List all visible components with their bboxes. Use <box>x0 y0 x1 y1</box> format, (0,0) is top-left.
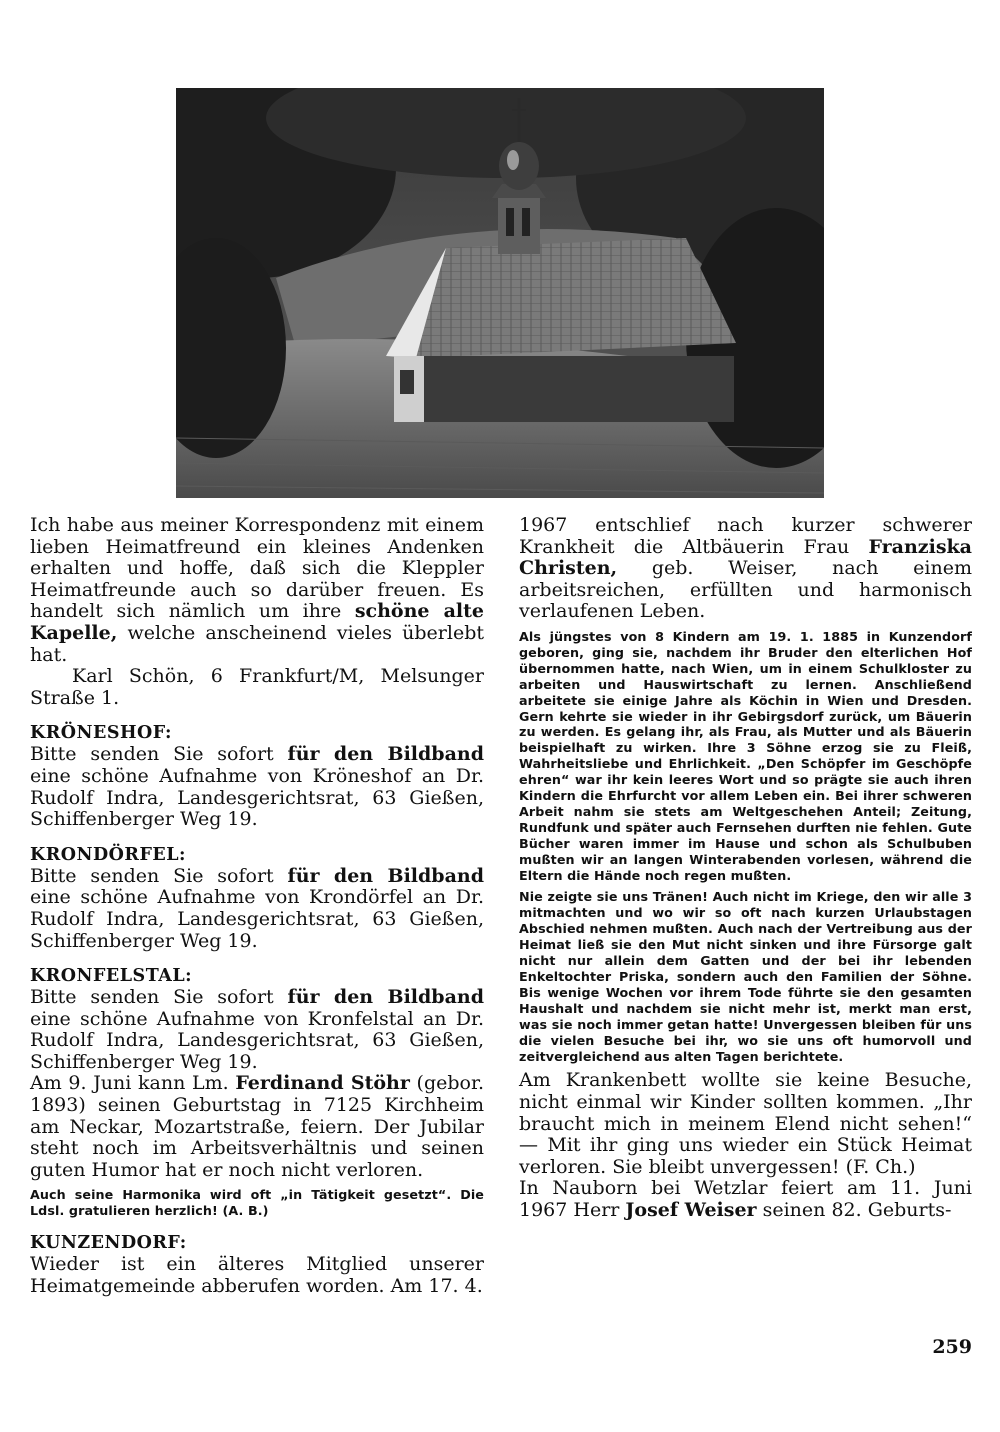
kroeneshof-text-a: Bitte senden Sie sofort <box>30 743 274 766</box>
krondoerfel-text-a: Bitte senden Sie sofort <box>30 864 274 887</box>
sickbed-paragraph: Am Krankenbett wollte sie keine Besuche, nicht einmal wir Kinder sollten kommen. „Ihr braucht mich in meinem Elend nicht sehen!“ — Mit ihr ging uns wieder ein Stück Heimat verloren. Sie bleibt unvergessen! (F. Ch.) <box>519 1069 972 1178</box>
kronfelstal-text-bold: für den Bildband <box>287 986 485 1009</box>
kronfelstal-text-a: Bitte senden Sie sofort <box>30 986 274 1009</box>
nauborn-paragraph <box>519 1178 972 1221</box>
heading-kroeneshof: KRÖNESHOF: <box>30 723 173 744</box>
birthday-name: Ferdinand Stöhr <box>235 1072 410 1095</box>
heading-kunzendorf: KUNZENDORF: <box>30 1233 187 1254</box>
nauborn-text-b: seinen 82. Geburts- <box>762 1199 952 1221</box>
signature: Karl Schön, 6 Frankfurt/M, Melsunger Straße 1. <box>30 665 484 709</box>
kronfelstal-text <box>30 987 484 1073</box>
kroeneshof-text-bold: für den Bildband <box>287 743 485 766</box>
krondoerfel-text <box>30 866 484 952</box>
obituary-name: Franziska Christen, <box>519 535 972 580</box>
kroeneshof-text <box>30 744 484 830</box>
birthday-small-note: Auch seine Harmonika wird oft „in Tätigkeit gesetzt“. Die Ldsl. gratulieren herzlich! (A. B.) <box>30 1187 484 1219</box>
krondoerfel-text-bold: für den Bildband <box>287 864 485 887</box>
obituary-small-1: Als jüngstes von 8 Kindern am 19. 1. 1885 in Kunzendorf geboren, ging sie, nachdem ihr Bruder den elterlichen Hof übernommen hatte, nach Wien, um in einem Schulkloster zu arbeiten und Hauswirtschaft zu lernen. Anschließend arbeitete sie einige Jahre als Köchin in Wien und Dresden. Gern kehrte sie wieder in ihr Gebirgsdorf zurück, um Bäuerin zu werden. Es gelang ihr, als Frau, als Mutter und als Bäuerin beispielhaft zu wirken. Ihre 3 Söhne erzog sie zu Fleiß, Wahrheitsliebe und Ehrlichkeit. „Den Schöpfer im Geschöpfe ehren“ war ihr kein leeres Wort und so prägte sie auch ihren Kindern die Ehrfurcht vor allem Leben ein. Bei ihrer schweren Arbeit nahm sie stets am Weltgeschehen Anteil; Zeitung, Rundfunk und später auch Fernsehen durften nie fehlen. Gute Bücher waren immer im Hause und schon als Schulbuben mußten wir an langen Winterabenden vorlesen, während die Eltern die Hände noch regen mußten. <box>519 628 972 883</box>
intro-paragraph <box>30 515 484 666</box>
kronfelstal-text-b: eine schöne Aufnahme von Kronfelstal an Dr. Rudolf Indra, Landesgerichtsrat, 63 Gießen, Schiffenberger Weg 19. <box>30 1007 484 1073</box>
obituary-paragraph <box>519 515 972 623</box>
birthday-paragraph <box>30 1073 484 1181</box>
heading-kronfelstal: KRONFELSTAL: <box>30 966 193 987</box>
obituary-small-2: Nie zeigte sie uns Tränen! Auch nicht im Kriege, den wir alle 3 mitmachten und wo wir so oft nach kurzen Urlaubstagen Abschied nehmen mußten. Auch nach der Vertreibung aus der Heimat ließ sie den Mut nicht sinken und ihre Fürsorge galt nicht nur allein dem Gatten und der bei ihr lebenden Enkeltochter Priska, sondern auch den Familien der Söhne. Bis wenige Wochen vor ihrem Tode führte sie den gesamten Haushalt und nachdem sie nicht mehr ist, merkt man erst, was sie noch immer getan hatte! Unvergessen bleiben für uns die vielen Besuche bei ihr, wo sie uns oft humorvoll und zeitvergleichend aus alten Tagen berichtete. <box>519 889 972 1064</box>
birthday-text-b: (gebor. 1893) seinen Geburtstag in 7125 Kirchheim am Neckar, Mozartstraße, feiern. Der Jubilar steht noch im Arbeitsverhältnis und seinen guten Humor hat er noch nicht verloren. <box>30 1072 484 1181</box>
krondoerfel-text-b: eine schöne Aufnahme von Krondörfel an Dr. Rudolf Indra, Landesgerichtsrat, 63 Gießen, Schiffenberger Weg 19. <box>30 886 484 952</box>
intro-end: welche anscheinend vieles überlebt hat. <box>30 621 484 666</box>
heading-krondoerfel: KRONDÖRFEL: <box>30 844 186 865</box>
chapel-photo <box>176 88 824 498</box>
intro-bold: schöne alte Kapelle, <box>30 600 484 644</box>
chapel-photo-drawing <box>176 88 824 498</box>
right-column <box>519 515 972 1222</box>
kroeneshof-text-b: eine schöne Aufnahme von Kröneshof an Dr. Rudolf Indra, Landesgerichtsrat, 63 Gießen, Schiffenberger Weg 19. <box>30 764 484 831</box>
page-number: 259 <box>932 1336 972 1358</box>
left-column <box>30 515 484 1297</box>
nauborn-text-a: In Nauborn bei Wetzlar feiert am 11. Juni 1967 Herr <box>519 1177 972 1221</box>
obituary-text-a: 1967 entschlief nach kurzer schwerer Krankheit die Altbäuerin Frau <box>519 514 972 558</box>
intro-text: Ich habe aus meiner Korrespondenz mit einem lieben Heimatfreund ein kleines Andenken erhalten und hoffe, daß sich die Kleppler Heimatfreunde auch so darüber freuen. Es handelt sich nämlich um ihre <box>30 514 484 623</box>
kunzendorf-text: Wieder ist ein älteres Mitglied unserer Heimatgemeinde abberufen worden. Am 17. 4. <box>30 1253 484 1297</box>
obituary-text-b: geb. Weiser, nach einem arbeitsreichen, erfüllten und harmonisch verlaufenen Leben. <box>519 557 972 623</box>
birthday-text-a: Am 9. Juni kann Lm. <box>30 1072 229 1095</box>
nauborn-name: Josef Weiser <box>625 1199 757 1221</box>
